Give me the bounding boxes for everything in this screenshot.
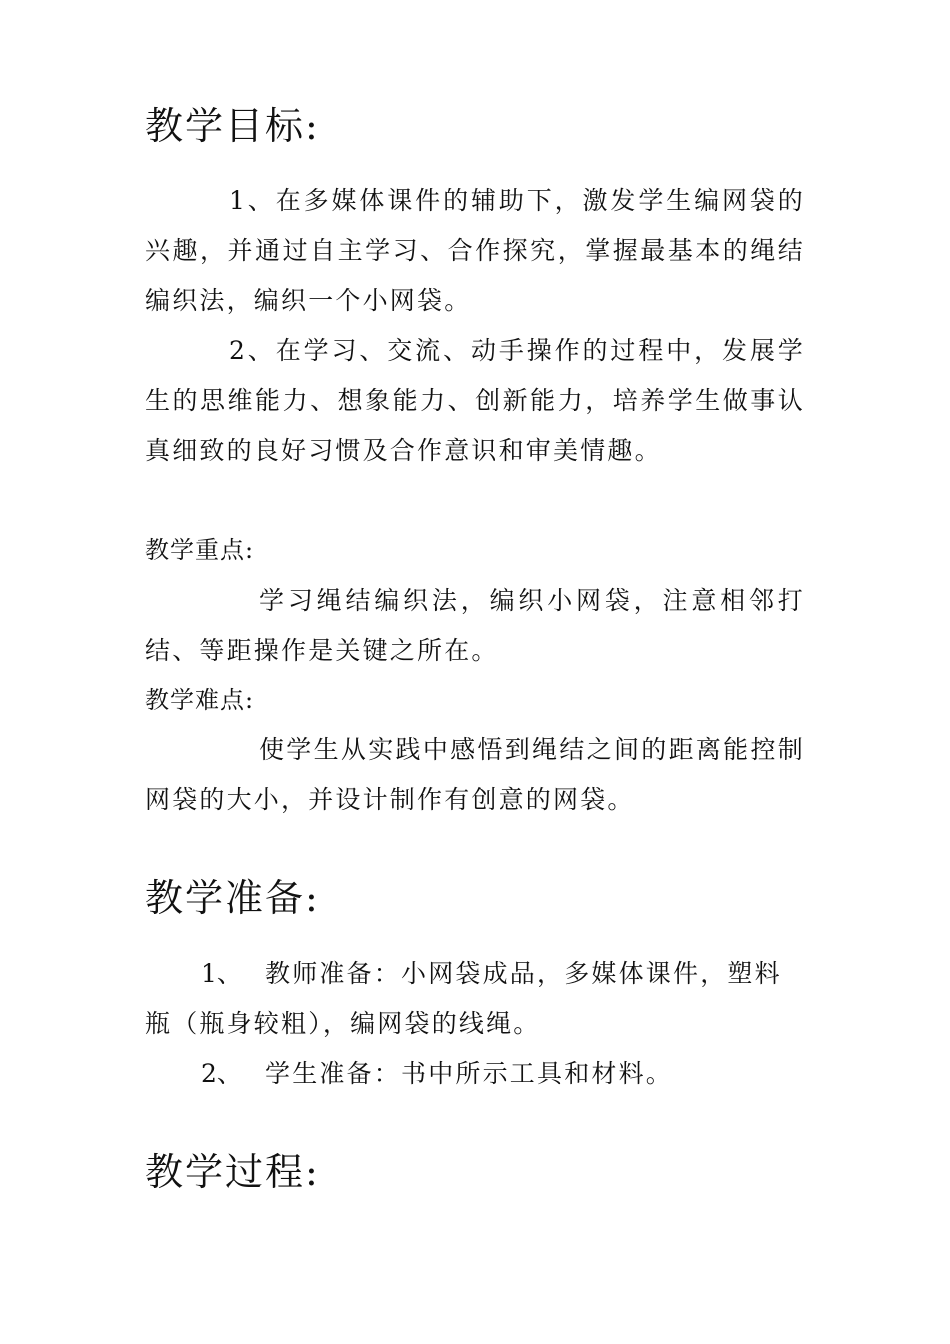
- preparation-heading: 教学准备:: [145, 876, 320, 920]
- objective-item-1: 1、在多媒体课件的辅助下，激发学生编网袋的兴趣，并通过自主学习、合作探究，掌握最基本的绳结编织法，编织一个小网袋。: [145, 186, 805, 315]
- key-point-heading: 教学重点:: [145, 536, 255, 564]
- preparation-item-2: [145, 1049, 805, 1099]
- preparation-item-1: [145, 949, 805, 1049]
- objectives-heading: 教学目标:: [145, 104, 320, 148]
- difficulty-text: 使学生从实践中感悟到绳结之间的距离能控制网袋的大小，并设计制作有创意的网袋。: [145, 735, 805, 814]
- preparation-item-2-number: 2、: [201, 1059, 242, 1088]
- preparation-item-1-number: 1、: [201, 959, 242, 988]
- preparation-item-2-text: 学生准备：书中所示工具和材料。: [265, 1059, 674, 1088]
- key-point-text: 学习绳结编织法，编织小网袋，注意相邻打结、等距操作是关键之所在。: [145, 586, 805, 665]
- preparation-item-1-text: 教师准备：小网袋成品，多媒体课件，塑料瓶（瓶身较粗），编网袋的线绳。: [145, 959, 782, 1038]
- process-heading: 教学过程:: [145, 1150, 320, 1194]
- difficulty-heading: 教学难点:: [145, 686, 255, 714]
- objective-item-2: 2、在学习、交流、动手操作的过程中，发展学生的思维能力、想象能力、创新能力，培养学生做事认真细致的良好习惯及合作意识和审美情趣。: [145, 336, 805, 465]
